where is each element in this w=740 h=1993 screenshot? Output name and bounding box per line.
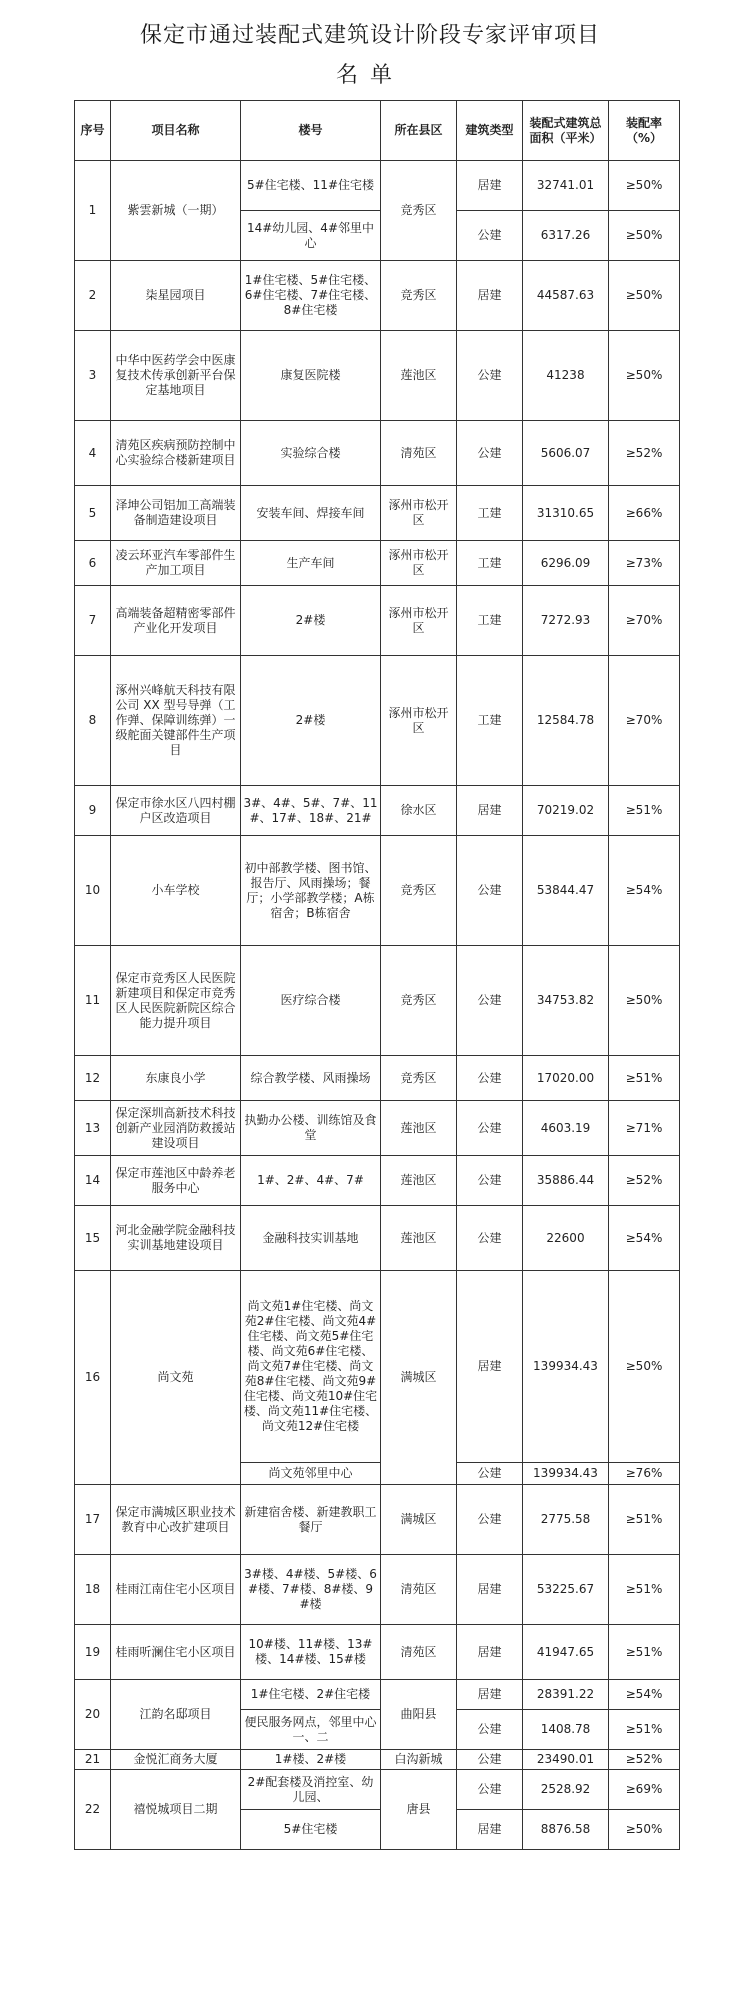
cell-area: 32741.01 [523, 161, 609, 211]
table-row [75, 1625, 680, 1680]
cell-type: 公建 [457, 836, 523, 946]
cell-type: 工建 [457, 586, 523, 656]
cell-building: 1#楼、2#楼 [241, 1750, 381, 1770]
cell-no: 9 [75, 786, 111, 836]
cell-no: 8 [75, 656, 111, 786]
cell-no: 7 [75, 586, 111, 656]
cell-project-name: 河北金融学院金融科技实训基地建设项目 [111, 1206, 241, 1271]
cell-project-name: 柒星园项目 [111, 261, 241, 331]
project-table [74, 100, 680, 1850]
cell-building: 安装车间、焊接车间 [241, 486, 381, 541]
cell-type: 居建 [457, 161, 523, 211]
table-body [75, 161, 680, 1850]
cell-type: 居建 [457, 261, 523, 331]
cell-building: 金融科技实训基地 [241, 1206, 381, 1271]
cell-rate: ≥70% [609, 586, 680, 656]
cell-rate: ≥51% [609, 1056, 680, 1101]
cell-no: 11 [75, 946, 111, 1056]
cell-district: 竞秀区 [381, 946, 457, 1056]
cell-no: 13 [75, 1101, 111, 1156]
cell-project-name: 清苑区疾病预防控制中心实验综合楼新建项目 [111, 421, 241, 486]
cell-project-name: 保定市满城区职业技术教育中心改扩建项目 [111, 1485, 241, 1555]
cell-project-name: 保定深圳高新技术科技创新产业园消防救援站建设项目 [111, 1101, 241, 1156]
cell-area: 6296.09 [523, 541, 609, 586]
cell-project-name: 小车学校 [111, 836, 241, 946]
cell-type: 居建 [457, 1625, 523, 1680]
table-row [75, 1750, 680, 1770]
cell-district: 徐水区 [381, 786, 457, 836]
table-row [75, 836, 680, 946]
cell-district: 竞秀区 [381, 1056, 457, 1101]
cell-no: 5 [75, 486, 111, 541]
cell-type: 公建 [457, 1206, 523, 1271]
cell-rate: ≥54% [609, 1680, 680, 1710]
cell-rate: ≥50% [609, 1810, 680, 1850]
cell-project-name: 高端装备超精密零部件产业化开发项目 [111, 586, 241, 656]
cell-no: 2 [75, 261, 111, 331]
cell-building: 执勤办公楼、训练馆及食堂 [241, 1101, 381, 1156]
header-name: 项目名称 [111, 101, 241, 161]
table-row [75, 1485, 680, 1555]
cell-project-name: 保定市徐水区八四村棚户区改造项目 [111, 786, 241, 836]
table-row [75, 786, 680, 836]
cell-type: 居建 [457, 1555, 523, 1625]
cell-type: 公建 [457, 1770, 523, 1810]
cell-district: 莲池区 [381, 1156, 457, 1206]
cell-type: 居建 [457, 786, 523, 836]
table-row [75, 586, 680, 656]
header-rate: 装配率（%） [609, 101, 680, 161]
cell-district: 涿州市松开区 [381, 486, 457, 541]
cell-type: 公建 [457, 1750, 523, 1770]
cell-area: 34753.82 [523, 946, 609, 1056]
cell-district: 竞秀区 [381, 161, 457, 261]
cell-project-name: 紫雲新城（一期） [111, 161, 241, 261]
cell-area: 139934.43 [523, 1463, 609, 1485]
cell-type: 居建 [457, 1271, 523, 1463]
cell-district: 涿州市松开区 [381, 541, 457, 586]
table-row [75, 1555, 680, 1625]
cell-no: 10 [75, 836, 111, 946]
cell-building: 3#楼、4#楼、5#楼、6#楼、7#楼、8#楼、9#楼 [241, 1555, 381, 1625]
cell-building: 5#住宅楼、11#住宅楼 [241, 161, 381, 211]
cell-type: 工建 [457, 541, 523, 586]
cell-rate: ≥52% [609, 1156, 680, 1206]
cell-type: 公建 [457, 1710, 523, 1750]
cell-district: 涿州市松开区 [381, 586, 457, 656]
cell-type: 居建 [457, 1810, 523, 1850]
cell-building: 14#幼儿园、4#邻里中心 [241, 211, 381, 261]
cell-rate: ≥50% [609, 946, 680, 1056]
document-title: 保定市通过装配式建筑设计阶段专家评审项目 [139, 23, 600, 48]
cell-type: 公建 [457, 331, 523, 421]
cell-area: 41238 [523, 331, 609, 421]
cell-area: 70219.02 [523, 786, 609, 836]
cell-project-name: 凌云环亚汽车零部件生产加工项目 [111, 541, 241, 586]
cell-project-name: 保定市竞秀区人民医院新建项目和保定市竞秀区人民医院新院区综合能力提升项目 [111, 946, 241, 1056]
cell-no: 6 [75, 541, 111, 586]
cell-no: 14 [75, 1156, 111, 1206]
cell-type: 公建 [457, 211, 523, 261]
cell-project-name: 保定市莲池区中龄养老服务中心 [111, 1156, 241, 1206]
cell-project-name: 桂雨江南住宅小区项目 [111, 1555, 241, 1625]
table-row [75, 1206, 680, 1271]
cell-no: 20 [75, 1680, 111, 1750]
table-row [75, 1101, 680, 1156]
cell-district: 满城区 [381, 1271, 457, 1485]
cell-district: 清苑区 [381, 1625, 457, 1680]
table-row [75, 331, 680, 421]
cell-rate: ≥50% [609, 1271, 680, 1463]
cell-project-name: 金悦汇商务大厦 [111, 1750, 241, 1770]
cell-building: 尚文苑邻里中心 [241, 1463, 381, 1485]
cell-area: 31310.65 [523, 486, 609, 541]
cell-district: 白沟新城 [381, 1750, 457, 1770]
cell-area: 5606.07 [523, 421, 609, 486]
cell-type: 公建 [457, 1056, 523, 1101]
cell-building: 2#楼 [241, 656, 381, 786]
table-row [75, 1770, 680, 1810]
document-subtitle: 名单 [335, 63, 404, 88]
cell-project-name: 尚文苑 [111, 1271, 241, 1485]
cell-district: 曲阳县 [381, 1680, 457, 1750]
cell-building: 综合教学楼、风雨操场 [241, 1056, 381, 1101]
cell-building: 便民服务网点，邻里中心一、二 [241, 1710, 381, 1750]
cell-area: 53225.67 [523, 1555, 609, 1625]
cell-building: 实验综合楼 [241, 421, 381, 486]
header-type: 建筑类型 [457, 101, 523, 161]
cell-building: 医疗综合楼 [241, 946, 381, 1056]
cell-area: 139934.43 [523, 1271, 609, 1463]
cell-rate: ≥51% [609, 786, 680, 836]
cell-building: 尚文苑1#住宅楼、尚文苑2#住宅楼、尚文苑4#住宅楼、尚文苑5#住宅楼、尚文苑6#住宅楼、尚文苑7#住宅楼、尚文苑8#住宅楼、尚文苑9#住宅楼、尚文苑10#住宅楼、尚文苑11#住宅楼、尚文苑12#住宅楼 [241, 1271, 381, 1463]
cell-rate: ≥69% [609, 1770, 680, 1810]
cell-area: 2528.92 [523, 1770, 609, 1810]
cell-rate: ≥51% [609, 1555, 680, 1625]
table-row [75, 486, 680, 541]
cell-area: 2775.58 [523, 1485, 609, 1555]
cell-no: 3 [75, 331, 111, 421]
cell-type: 工建 [457, 656, 523, 786]
cell-type: 公建 [457, 421, 523, 486]
table-row [75, 1156, 680, 1206]
cell-project-name: 中华中医药学会中医康复技术传承创新平台保定基地项目 [111, 331, 241, 421]
cell-rate: ≥52% [609, 1750, 680, 1770]
table-row [75, 421, 680, 486]
cell-area: 4603.19 [523, 1101, 609, 1156]
cell-area: 53844.47 [523, 836, 609, 946]
cell-area: 12584.78 [523, 656, 609, 786]
table-row [75, 261, 680, 331]
cell-rate: ≥73% [609, 541, 680, 586]
cell-rate: ≥51% [609, 1710, 680, 1750]
cell-district: 满城区 [381, 1485, 457, 1555]
cell-no: 16 [75, 1271, 111, 1485]
cell-rate: ≥54% [609, 1206, 680, 1271]
cell-district: 唐县 [381, 1770, 457, 1850]
cell-type: 公建 [457, 1156, 523, 1206]
cell-district: 莲池区 [381, 331, 457, 421]
cell-district: 竞秀区 [381, 261, 457, 331]
cell-building: 2#配套楼及消控室、幼儿园、 [241, 1770, 381, 1810]
cell-no: 17 [75, 1485, 111, 1555]
cell-building: 康复医院楼 [241, 331, 381, 421]
cell-project-name: 东康良小学 [111, 1056, 241, 1101]
cell-rate: ≥50% [609, 211, 680, 261]
cell-rate: ≥71% [609, 1101, 680, 1156]
cell-area: 1408.78 [523, 1710, 609, 1750]
cell-area: 8876.58 [523, 1810, 609, 1850]
cell-no: 18 [75, 1555, 111, 1625]
cell-type: 居建 [457, 1680, 523, 1710]
table-row [75, 541, 680, 586]
table-row [75, 656, 680, 786]
cell-no: 4 [75, 421, 111, 486]
cell-no: 19 [75, 1625, 111, 1680]
cell-district: 清苑区 [381, 421, 457, 486]
cell-area: 22600 [523, 1206, 609, 1271]
header-building: 楼号 [241, 101, 381, 161]
cell-type: 公建 [457, 946, 523, 1056]
table-row [75, 946, 680, 1056]
cell-district: 清苑区 [381, 1555, 457, 1625]
cell-project-name: 泽坤公司铝加工高端装备制造建设项目 [111, 486, 241, 541]
cell-no: 1 [75, 161, 111, 261]
cell-area: 17020.00 [523, 1056, 609, 1101]
cell-district: 莲池区 [381, 1101, 457, 1156]
header-row [75, 101, 680, 161]
cell-type: 工建 [457, 486, 523, 541]
cell-area: 28391.22 [523, 1680, 609, 1710]
cell-type: 公建 [457, 1463, 523, 1485]
cell-building: 初中部教学楼、图书馆、报告厅、风雨操场；餐厅；小学部教学楼；A栋宿舍；B栋宿舍 [241, 836, 381, 946]
cell-rate: ≥70% [609, 656, 680, 786]
cell-building: 3#、4#、5#、7#、11#、17#、18#、21# [241, 786, 381, 836]
cell-project-name: 桂雨听澜住宅小区项目 [111, 1625, 241, 1680]
cell-area: 7272.93 [523, 586, 609, 656]
cell-building: 1#、2#、4#、7# [241, 1156, 381, 1206]
table-row [75, 161, 680, 211]
cell-area: 35886.44 [523, 1156, 609, 1206]
cell-area: 6317.26 [523, 211, 609, 261]
cell-no: 22 [75, 1770, 111, 1850]
cell-building: 2#楼 [241, 586, 381, 656]
table-row [75, 1271, 680, 1463]
cell-project-name: 禧悦城项目二期 [111, 1770, 241, 1850]
cell-project-name: 涿州兴峰航天科技有限公司 XX 型号导弹（工作弹、保障训练弹）一级舵面关键部件生产项目 [111, 656, 241, 786]
cell-building: 新建宿舍楼、新建教职工餐厅 [241, 1485, 381, 1555]
table-row [75, 1680, 680, 1710]
cell-rate: ≥54% [609, 836, 680, 946]
cell-rate: ≥50% [609, 261, 680, 331]
cell-rate: ≥76% [609, 1463, 680, 1485]
cell-area: 44587.63 [523, 261, 609, 331]
cell-type: 公建 [457, 1101, 523, 1156]
cell-rate: ≥52% [609, 421, 680, 486]
table-row [75, 1056, 680, 1101]
cell-building: 1#住宅楼、5#住宅楼、6#住宅楼、7#住宅楼、8#住宅楼 [241, 261, 381, 331]
cell-rate: ≥50% [609, 161, 680, 211]
header-district: 所在县区 [381, 101, 457, 161]
cell-rate: ≥66% [609, 486, 680, 541]
cell-rate: ≥51% [609, 1485, 680, 1555]
header-area: 装配式建筑总面积（平米） [523, 101, 609, 161]
cell-rate: ≥51% [609, 1625, 680, 1680]
cell-building: 5#住宅楼 [241, 1810, 381, 1850]
cell-district: 竞秀区 [381, 836, 457, 946]
cell-building: 10#楼、11#楼、13#楼、14#楼、15#楼 [241, 1625, 381, 1680]
cell-type: 公建 [457, 1485, 523, 1555]
cell-area: 41947.65 [523, 1625, 609, 1680]
cell-building: 1#住宅楼、2#住宅楼 [241, 1680, 381, 1710]
cell-area: 23490.01 [523, 1750, 609, 1770]
cell-rate: ≥50% [609, 331, 680, 421]
cell-district: 莲池区 [381, 1206, 457, 1271]
header-no: 序号 [75, 101, 111, 161]
cell-building: 生产车间 [241, 541, 381, 586]
cell-no: 21 [75, 1750, 111, 1770]
cell-project-name: 江韵名邸项目 [111, 1680, 241, 1750]
cell-no: 15 [75, 1206, 111, 1271]
cell-no: 12 [75, 1056, 111, 1101]
cell-district: 涿州市松开区 [381, 656, 457, 786]
